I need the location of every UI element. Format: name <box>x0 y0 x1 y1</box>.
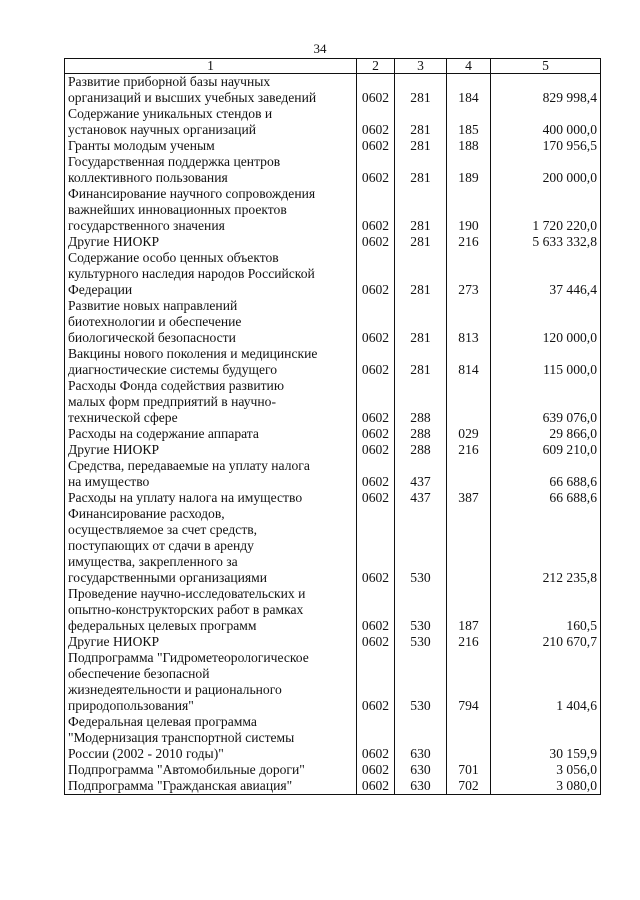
row-target-cell: 630 <box>395 778 447 795</box>
table-body <box>65 74 601 795</box>
row-target-cell: 437 <box>395 490 447 506</box>
row-section-cell: 0602 <box>357 426 395 442</box>
header-col-2: 2 <box>357 59 395 74</box>
row-type-cell: 387 <box>447 490 491 506</box>
row-amount-cell: 200 000,0 <box>491 154 601 186</box>
row-name-cell: Проведение научно-исследовательских и опытно-конструкторских работ в рамках федеральных целевых программ <box>65 586 357 634</box>
table-row <box>65 186 601 234</box>
table-row <box>65 586 601 634</box>
row-type-cell: 794 <box>447 650 491 714</box>
row-amount-cell: 66 688,6 <box>491 458 601 490</box>
row-target-cell: 288 <box>395 378 447 426</box>
row-section-cell: 0602 <box>357 106 395 138</box>
row-target-cell: 437 <box>395 458 447 490</box>
row-amount-cell: 3 056,0 <box>491 762 601 778</box>
row-section-cell: 0602 <box>357 346 395 378</box>
row-target-cell: 281 <box>395 298 447 346</box>
row-target-cell: 281 <box>395 250 447 298</box>
row-amount-cell: 829 998,4 <box>491 74 601 107</box>
table-row <box>65 426 601 442</box>
row-name-cell: Другие НИОКР <box>65 442 357 458</box>
row-name-cell: Другие НИОКР <box>65 634 357 650</box>
table-row <box>65 634 601 650</box>
row-type-cell: 702 <box>447 778 491 795</box>
table-row <box>65 714 601 762</box>
row-name-cell: Подпрограмма "Автомобильные дороги" <box>65 762 357 778</box>
row-section-cell: 0602 <box>357 586 395 634</box>
row-name-cell: Развитие новых направлений биотехнологии и обеспечение биологической безопасности <box>65 298 357 346</box>
row-section-cell: 0602 <box>357 778 395 795</box>
row-section-cell: 0602 <box>357 714 395 762</box>
row-amount-cell: 212 235,8 <box>491 506 601 586</box>
row-amount-cell: 30 159,9 <box>491 714 601 762</box>
row-amount-cell: 120 000,0 <box>491 298 601 346</box>
table-row <box>65 234 601 250</box>
row-name-cell: Расходы Фонда содействия развитию малых форм предприятий в научно- технической сфере <box>65 378 357 426</box>
row-name-cell: Финансирование расходов, осуществляемое за счет средств, поступающих от сдачи в аренду имущества, закрепленного за государственными организациями <box>65 506 357 586</box>
row-section-cell: 0602 <box>357 442 395 458</box>
row-target-cell: 281 <box>395 138 447 154</box>
table-row <box>65 106 601 138</box>
table-row <box>65 138 601 154</box>
row-amount-cell: 160,5 <box>491 586 601 634</box>
row-type-cell: 184 <box>447 74 491 107</box>
row-section-cell: 0602 <box>357 154 395 186</box>
row-name-cell: Вакцины нового поколения и медицинские диагностические системы будущего <box>65 346 357 378</box>
row-target-cell: 630 <box>395 714 447 762</box>
table-row <box>65 250 601 298</box>
row-type-cell: 216 <box>447 634 491 650</box>
row-name-cell: Подпрограмма "Гражданская авиация" <box>65 778 357 795</box>
table-row <box>65 490 601 506</box>
row-amount-cell: 1 720 220,0 <box>491 186 601 234</box>
row-type-cell: 814 <box>447 346 491 378</box>
row-section-cell: 0602 <box>357 634 395 650</box>
table-row <box>65 506 601 586</box>
header-row <box>65 59 601 74</box>
row-target-cell: 288 <box>395 442 447 458</box>
row-section-cell: 0602 <box>357 650 395 714</box>
table-row <box>65 650 601 714</box>
row-type-cell: 188 <box>447 138 491 154</box>
row-name-cell: Финансирование научного сопровождения важнейших инновационных проектов государственного значения <box>65 186 357 234</box>
row-name-cell: Развитие приборной базы научных организаций и высших учебных заведений <box>65 74 357 107</box>
row-amount-cell: 29 866,0 <box>491 426 601 442</box>
row-target-cell: 281 <box>395 234 447 250</box>
row-amount-cell: 115 000,0 <box>491 346 601 378</box>
row-target-cell: 630 <box>395 762 447 778</box>
row-type-cell <box>447 714 491 762</box>
row-type-cell: 185 <box>447 106 491 138</box>
table-header <box>65 59 601 74</box>
row-type-cell <box>447 378 491 426</box>
row-section-cell: 0602 <box>357 250 395 298</box>
row-name-cell: Другие НИОКР <box>65 234 357 250</box>
row-section-cell: 0602 <box>357 298 395 346</box>
table-row <box>65 154 601 186</box>
row-section-cell: 0602 <box>357 138 395 154</box>
row-type-cell: 190 <box>447 186 491 234</box>
table-row <box>65 378 601 426</box>
row-target-cell: 281 <box>395 74 447 107</box>
row-type-cell <box>447 458 491 490</box>
row-name-cell: Подпрограмма "Гидрометеорологическое обеспечение безопасной жизнедеятельности и рационального природопользования" <box>65 650 357 714</box>
row-section-cell: 0602 <box>357 506 395 586</box>
row-section-cell: 0602 <box>357 490 395 506</box>
row-amount-cell: 37 446,4 <box>491 250 601 298</box>
table-row <box>65 778 601 795</box>
row-name-cell: Федеральная целевая программа "Модернизация транспортной системы России (2002 - 2010 годы)" <box>65 714 357 762</box>
row-type-cell: 273 <box>447 250 491 298</box>
row-section-cell: 0602 <box>357 458 395 490</box>
row-type-cell: 701 <box>447 762 491 778</box>
header-col-5: 5 <box>491 59 601 74</box>
table-row <box>65 762 601 778</box>
header-col-4: 4 <box>447 59 491 74</box>
row-target-cell: 530 <box>395 506 447 586</box>
row-section-cell: 0602 <box>357 186 395 234</box>
row-section-cell: 0602 <box>357 234 395 250</box>
row-name-cell: Государственная поддержка центров коллективного пользования <box>65 154 357 186</box>
row-amount-cell: 66 688,6 <box>491 490 601 506</box>
row-name-cell: Гранты молодым ученым <box>65 138 357 154</box>
row-type-cell <box>447 506 491 586</box>
table-row <box>65 442 601 458</box>
table-row <box>65 458 601 490</box>
row-name-cell: Расходы на уплату налога на имущество <box>65 490 357 506</box>
row-type-cell: 189 <box>447 154 491 186</box>
row-name-cell: Содержание особо ценных объектов культурного наследия народов Российской Федерации <box>65 250 357 298</box>
header-col-3: 3 <box>395 59 447 74</box>
row-target-cell: 281 <box>395 346 447 378</box>
row-target-cell: 288 <box>395 426 447 442</box>
row-amount-cell: 1 404,6 <box>491 650 601 714</box>
table-row <box>65 74 601 107</box>
row-type-cell: 216 <box>447 442 491 458</box>
row-target-cell: 530 <box>395 634 447 650</box>
budget-table <box>64 58 601 795</box>
row-type-cell: 813 <box>447 298 491 346</box>
row-amount-cell: 170 956,5 <box>491 138 601 154</box>
row-type-cell: 029 <box>447 426 491 442</box>
row-type-cell: 216 <box>447 234 491 250</box>
row-target-cell: 281 <box>395 154 447 186</box>
row-amount-cell: 5 633 332,8 <box>491 234 601 250</box>
row-name-cell: Содержание уникальных стендов и установок научных организаций <box>65 106 357 138</box>
row-name-cell: Средства, передаваемые на уплату налога на имущество <box>65 458 357 490</box>
row-name-cell: Расходы на содержание аппарата <box>65 426 357 442</box>
row-target-cell: 281 <box>395 106 447 138</box>
row-type-cell: 187 <box>447 586 491 634</box>
header-col-1: 1 <box>65 59 357 74</box>
table-row <box>65 298 601 346</box>
row-section-cell: 0602 <box>357 378 395 426</box>
row-target-cell: 530 <box>395 586 447 634</box>
row-section-cell: 0602 <box>357 762 395 778</box>
table-row <box>65 346 601 378</box>
row-amount-cell: 609 210,0 <box>491 442 601 458</box>
page-number: 34 <box>313 41 327 56</box>
row-amount-cell: 3 080,0 <box>491 778 601 795</box>
row-target-cell: 281 <box>395 186 447 234</box>
row-target-cell: 530 <box>395 650 447 714</box>
row-amount-cell: 639 076,0 <box>491 378 601 426</box>
row-amount-cell: 210 670,7 <box>491 634 601 650</box>
row-section-cell: 0602 <box>357 74 395 107</box>
row-amount-cell: 400 000,0 <box>491 106 601 138</box>
